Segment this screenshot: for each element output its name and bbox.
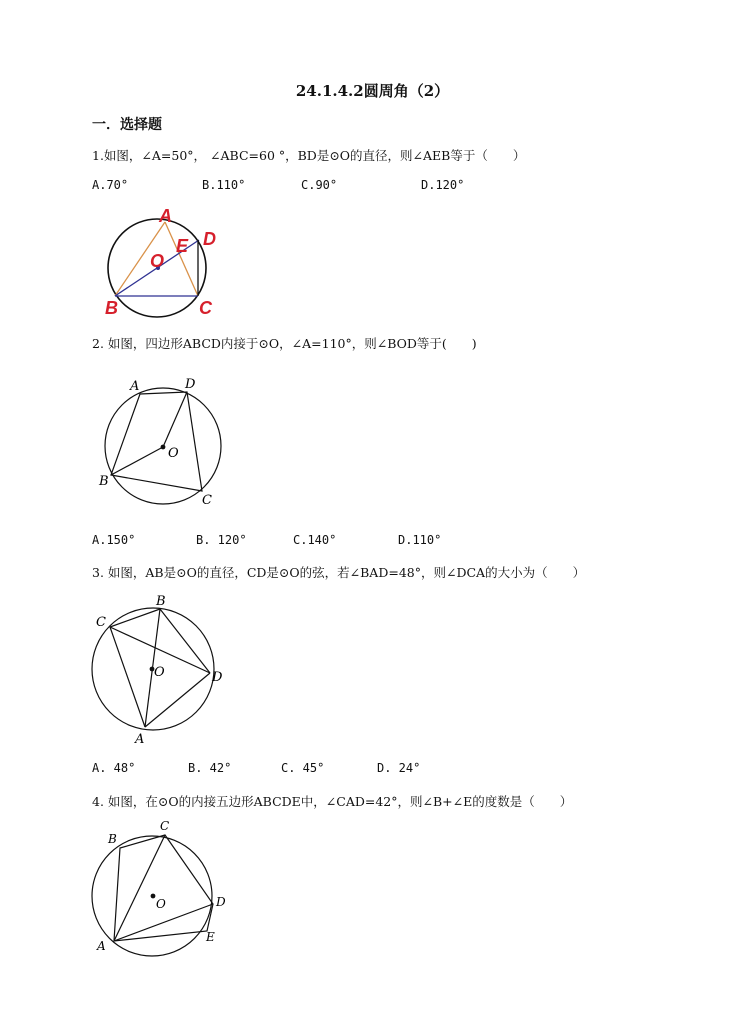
page-title: 24.1.4.2圆周角（2） bbox=[295, 82, 450, 100]
pentagon-abcde bbox=[114, 835, 213, 941]
chord-ad bbox=[145, 673, 210, 727]
figure-4 bbox=[88, 820, 238, 960]
label-c: C bbox=[202, 493, 212, 508]
question-1-stem: 1.如图，∠A=50°， ∠ABC=60 °，BD是⊙O的直径，则∠AEB等于（ ） bbox=[92, 148, 526, 163]
label-b: B bbox=[105, 298, 118, 318]
question-4-stem: 4. 如图，在⊙O的内接五边形ABCDE中，∠CAD=42°，则∠B+∠E的度数是（ ） bbox=[92, 794, 573, 809]
label-c: C bbox=[160, 820, 170, 833]
radius-ob bbox=[111, 447, 163, 475]
question-2-stem: 2. 如图，四边形ABCD内接于⊙O，∠A=110°，则∠BOD等于( ) bbox=[92, 336, 477, 351]
figure-3 bbox=[85, 592, 235, 747]
q1-option-b: B.110° bbox=[202, 178, 246, 192]
label-e: E bbox=[206, 930, 215, 944]
q1-option-c: C.90° bbox=[301, 178, 338, 192]
center-point bbox=[151, 894, 156, 899]
q1-option-a: A.70° bbox=[92, 178, 129, 192]
label-e: E bbox=[176, 236, 189, 256]
label-b: B bbox=[156, 594, 166, 609]
label-b: B bbox=[99, 474, 109, 489]
section-heading: 一．选择题 bbox=[92, 117, 162, 133]
q1-option-d: D.120° bbox=[421, 178, 465, 192]
label-a: A bbox=[130, 379, 140, 394]
q2-option-b: B. 120° bbox=[196, 533, 247, 547]
q3-option-a: A. 48° bbox=[92, 761, 136, 775]
q3-option-d: D. 24° bbox=[377, 761, 421, 775]
figure-2 bbox=[95, 372, 235, 512]
center-point bbox=[161, 445, 166, 450]
q2-option-c: C.140° bbox=[293, 533, 337, 547]
label-b: B bbox=[108, 832, 117, 846]
label-d: D bbox=[216, 895, 226, 909]
quadrilateral-abcd bbox=[111, 392, 202, 491]
chord-cb bbox=[110, 609, 160, 627]
label-o: O bbox=[168, 446, 179, 461]
question-3-stem: 3. 如图，AB是⊙O的直径，CD是⊙O的弦，若∠BAD=48°，则∠DCA的大小为（ ） bbox=[92, 565, 586, 580]
figure-1 bbox=[95, 200, 235, 325]
label-c: C bbox=[199, 298, 212, 318]
chord-bd bbox=[160, 609, 210, 673]
label-o: O bbox=[150, 251, 165, 271]
label-c: C bbox=[96, 615, 106, 630]
chord-ca bbox=[110, 627, 145, 727]
q3-option-c: C. 45° bbox=[281, 761, 325, 775]
label-a: A bbox=[159, 206, 172, 226]
label-a: A bbox=[135, 732, 145, 747]
label-d: D bbox=[203, 229, 216, 249]
q2-option-a: A.150° bbox=[92, 533, 136, 547]
label-o: O bbox=[154, 665, 165, 680]
label-d: D bbox=[185, 377, 196, 392]
label-a: A bbox=[97, 939, 106, 953]
q3-option-b: B. 42° bbox=[188, 761, 232, 775]
label-d: D bbox=[212, 670, 223, 685]
radius-od bbox=[163, 392, 187, 447]
label-o: O bbox=[156, 897, 166, 911]
q2-option-d: D.110° bbox=[398, 533, 442, 547]
